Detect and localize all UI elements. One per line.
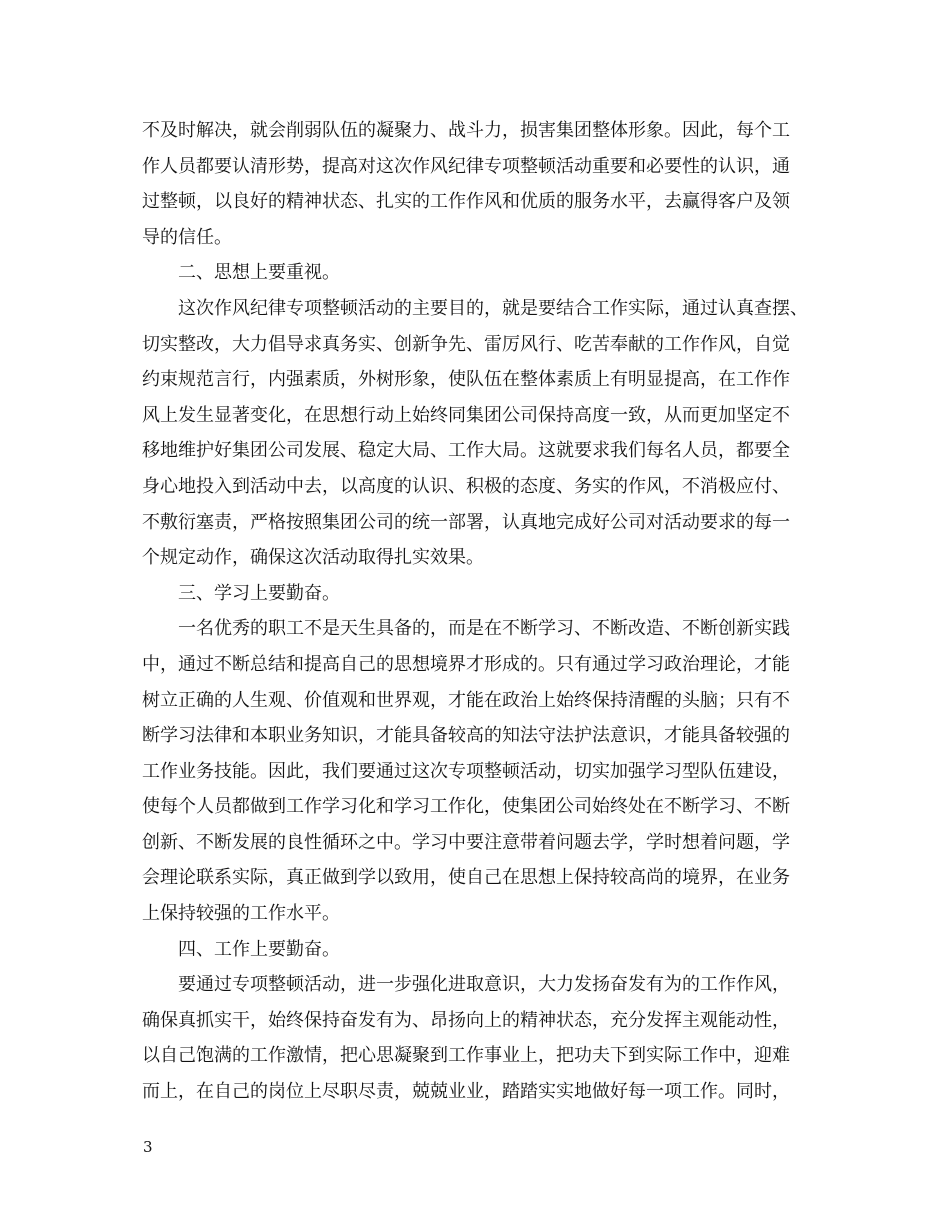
text-line: 四、工作上要勤奋。 xyxy=(178,938,340,960)
text-line: 以自己饱满的工作激情，把心思凝聚到工作事业上，把功夫下到实际工作中，迎难 xyxy=(142,1045,790,1067)
text-line: 一名优秀的职工不是天生具备的，而是在不断学习、不断改造、不断创新实践 xyxy=(178,618,790,640)
text-line: 树立正确的人生观、价值观和世界观，才能在政治上始终保持清醒的头脑；只有不 xyxy=(142,689,790,711)
text-line: 要通过专项整顿活动，进一步强化进取意识，大力发扬奋发有为的工作作风， xyxy=(178,974,790,996)
text-line: 确保真抓实干，始终保持奋发有为、昂扬向上的精神状态，充分发挥主观能动性， xyxy=(142,1009,790,1031)
text-line: 三、学习上要勤奋。 xyxy=(178,582,340,604)
text-line: 约束规范言行，内强素质，外树形象，使队伍在整体素质上有明显提高，在工作作 xyxy=(142,369,790,391)
text-line: 移地维护好集团公司发展、稳定大局、工作大局。这就要求我们每名人员，都要全 xyxy=(142,440,790,462)
text-line: 断学习法律和本职业务知识，才能具备较高的知法守法护法意识，才能具备较强的 xyxy=(142,725,790,747)
text-line: 风上发生显著变化，在思想行动上始终同集团公司保持高度一致，从而更加坚定不 xyxy=(142,404,790,426)
text-line: 而上，在自己的岗位上尽职尽责，兢兢业业，踏踏实实地做好每一项工作。同时， xyxy=(142,1081,790,1103)
text-line: 中，通过不断总结和提高自己的思想境界才形成的。只有通过学习政治理论，才能 xyxy=(142,653,790,675)
text-line: 作人员都要认清形势，提高对这次作风纪律专项整顿活动重要和必要性的认识，通 xyxy=(142,155,790,177)
text-line: 个规定动作，确保这次活动取得扎实效果。 xyxy=(142,547,484,569)
page-number: 3 xyxy=(143,1138,153,1156)
text-line: 不及时解决，就会削弱队伍的凝聚力、战斗力，损害集团整体形象。因此，每个工 xyxy=(142,120,790,141)
text-line: 上保持较强的工作水平。 xyxy=(142,903,340,925)
text-line: 使每个人员都做到工作学习化和学习工作化，使集团公司始终处在不断学习、不断 xyxy=(142,796,790,818)
text-line: 会理论联系实际，真正做到学以致用，使自己在思想上保持较高尚的境界，在业务 xyxy=(142,867,790,889)
text-line: 工作业务技能。因此，我们要通过这次专项整顿活动，切实加强学习型队伍建设， xyxy=(142,760,790,782)
text-line: 不敷衍塞责，严格按照集团公司的统一部署，认真地完成好公司对活动要求的每一 xyxy=(142,511,790,533)
body-text xyxy=(142,113,812,1110)
text-line: 这次作风纪律专项整顿活动的主要目的，就是要结合工作实际，通过认真查摆、 xyxy=(178,297,808,319)
text-line: 导的信任。 xyxy=(142,226,232,248)
text-line: 创新、不断发展的良性循环之中。学习中要注意带着问题去学，学时想着问题，学 xyxy=(142,831,790,853)
text-line: 身心地投入到活动中去，以高度的认识、积极的态度、务实的作风，不消极应付、 xyxy=(142,475,790,497)
text-line: 过整顿，以良好的精神状态、扎实的工作作风和优质的服务水平，去赢得客户及领 xyxy=(142,191,790,213)
text-line: 二、思想上要重视。 xyxy=(178,262,340,284)
text-line: 切实整改，大力倡导求真务实、创新争先、雷厉风行、吃苦奉献的工作作风，自觉 xyxy=(142,333,790,355)
